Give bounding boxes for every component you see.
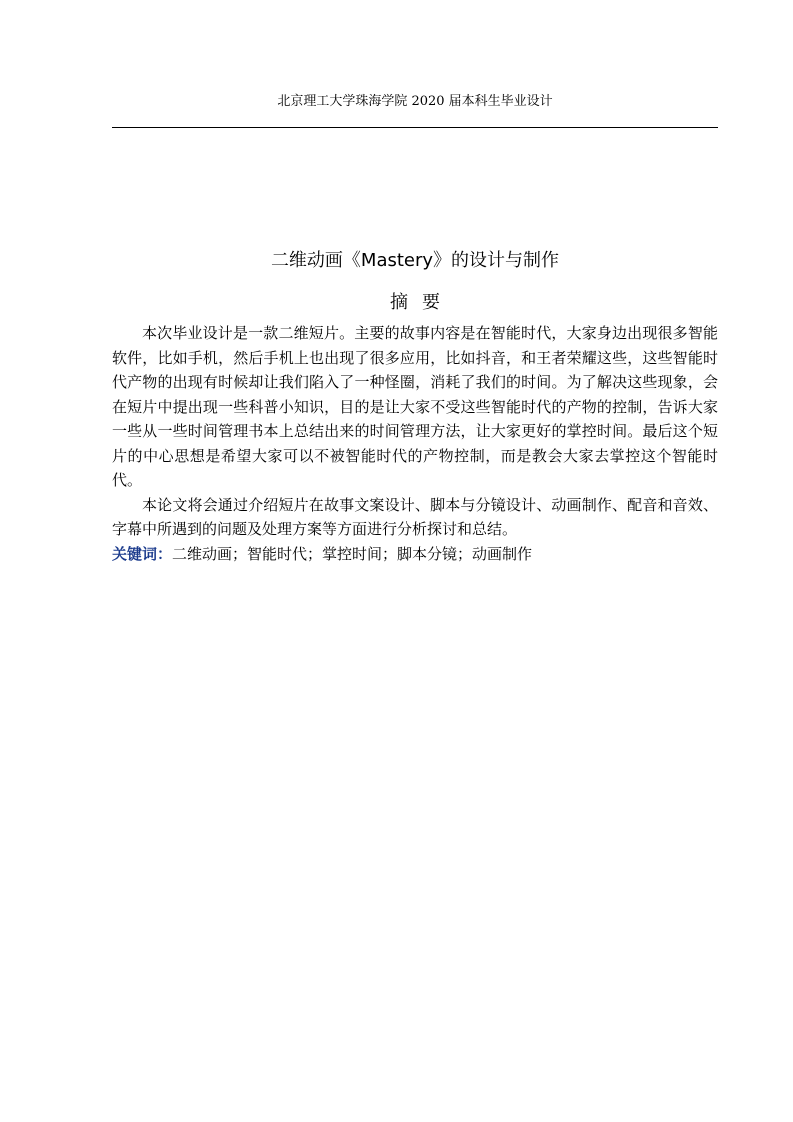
abstract-heading: 摘要 (390, 292, 454, 313)
keywords-label: 关键词： (112, 544, 173, 563)
header-divider (112, 127, 718, 128)
keywords-line (112, 542, 718, 567)
abstract-paragraph-2: 本论文将会通过介绍短片在故事文案设计、脚本与分镜设计、动画制作、配音和音效、字幕中所遇到的问题及处理方案等方面进行分析探讨和总结。 (112, 495, 718, 538)
paper-title: 二维动画《Mastery》的设计与制作 (270, 250, 560, 271)
abstract-paragraph-1: 本次毕业设计是一款二维短片。主要的故事内容是在智能时代，大家身边出现很多智能软件，比如手机，然后手机上也出现了很多应用，比如抖音，和王者荣耀这些，这些智能时代产物的出现有时候却让我们陷入了一种怪圈，消耗了我们的时间。为了解决这些现象，会在短片中提出现一些科普小知识，目的是让大家不受这些智能时代的产物的控制，告诉大家一些从一些时间管理书本上总结出来的时间管理方法，让大家更好的掌控时间。最后这个短片的中心思想是希望大家可以不被智能时代的产物控制，而是教会大家去掌控这个智能时代。 (112, 324, 718, 489)
keywords-text: 二维动画；智能时代；掌控时间；脚本分镜；动画制作 (172, 544, 533, 563)
page-header: 北京理工大学珠海学院 2020 届本科生毕业设计 (277, 94, 553, 109)
abstract-body (112, 321, 718, 566)
